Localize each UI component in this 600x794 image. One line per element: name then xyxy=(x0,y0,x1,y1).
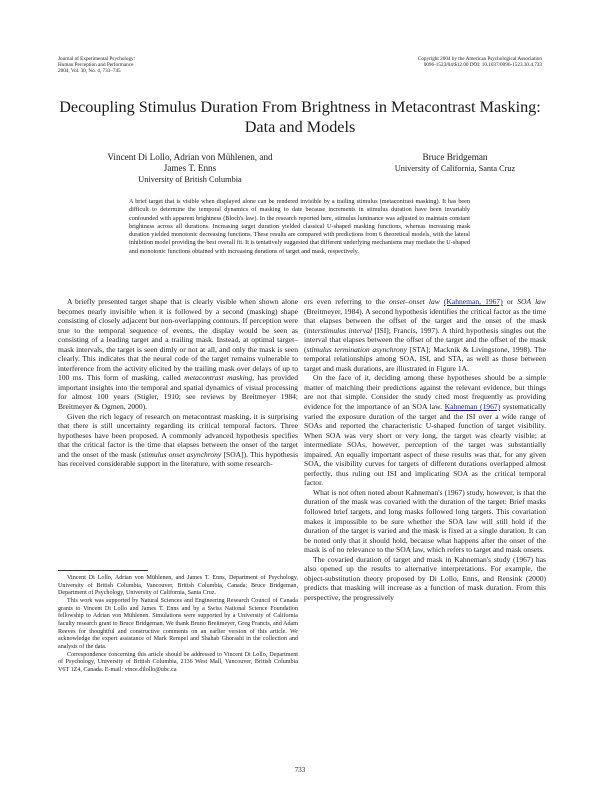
paragraph xyxy=(58,297,298,412)
author-affiliation: University of California, Santa Cruz xyxy=(394,164,516,173)
paragraph xyxy=(304,373,546,488)
journal-header xyxy=(58,56,238,75)
text-run: (Breitmeyer, 1984). A second hypothesis identifies the critical factor as the time that elapses between the offset of the target and the onset of the mask ( xyxy=(304,306,546,335)
citation-link[interactable]: Kahneman (1967) xyxy=(444,402,501,412)
doi-line: 0096-1523/04/$12.00 DOI: 10.1037/0096-1523.30.4.733 xyxy=(423,62,542,69)
author-affiliation: University of British Columbia xyxy=(138,175,242,184)
footnote-affiliations: Vincent Di Lollo, Adrian von Mühlenen, and James T. Enns, Department of Psychology, University of British Columbia, Vancouver, British Columbia, Canada; Bruce Bridgeman, Department of Psychology, University of California, Santa Cruz. xyxy=(58,575,298,597)
footnotes xyxy=(58,575,298,675)
author-name: Bruce Bridgeman xyxy=(422,152,488,162)
paragraph xyxy=(304,297,546,373)
journal-volume: 2004, Vol. 30, No. 4, 733–745 xyxy=(58,68,121,75)
copyright-line: Copyright 2004 by the American Psychological Association xyxy=(417,56,542,62)
emphasis: metacontrast masking xyxy=(184,373,253,383)
emphasis: stimulus onset asynchrony xyxy=(141,449,222,459)
text-run: On the face of it, deciding among these hypotheses should be a simple matter of matching their predictions against the relevant evidence, but things are not that simple. Consider the study cited most frequently as providing evidence for the importance of an SOA law. xyxy=(304,373,546,412)
text-run: A briefly presented target shape that is clearly visible when shown alone becomes nearly invisible when it is followed by a second (masking) shape consisting of closely adjacent but non-overlapping contours. If perception were true to the temporal sequence of events, the display would be seen as consisting of a leading target and a trailing mask. Instead, at optimal target–mask intervals, the target is seen dimly or not at all, and only the mask is seen clearly. This indicates that the neural code of the target remains vulnerable to interference from the activity elicited by the trailing mask over delays of up to 100 ms. This form of masking, called xyxy=(58,297,298,383)
emphasis: stimulus termination asynchrony xyxy=(306,344,407,354)
text-run: Given the rich legacy of research on metacontrast masking, it is surprising that there is still uncertainty regarding its critical temporal factors. Three hypotheses have been proposed. A commonly advanced hypothesis specifies that the critical factor is the time that elapses between the onset of the target and the onset of the mask ( xyxy=(58,411,298,459)
paper-title xyxy=(40,97,560,137)
journal-name: Journal of Experimental Psychology: xyxy=(58,56,136,62)
author-names-line-2: James T. Enns xyxy=(163,163,217,173)
citation-link[interactable]: (Kahneman, 1967) xyxy=(443,297,503,306)
abstract: A brief target that is visible when displayed alone can be rendered invisible by a trailing stimulus (metacontrast masking). It has been difficult to determine the temporal dynamics of masking to date because increments in stimulus duration have been invariably confounded with apparent brightness (Bloch's law). In the research reported here, stimulus luminance was adjusted to maintain constant brightness across all durations. Increasing target duration yielded classical U-shaped masking functions, whereas increasing mask duration yielded monotonic decreasing functions. These results are compared with predictions from 6 theoretical models, with the lateral inhibition model providing the best overall fit. It is tentatively suggested that different underlying mechanisms may mediate the U-shaped and monotonic functions obtained with increasing durations of target and mask, respectively. xyxy=(129,198,470,255)
text-run: systematically varied the exposure duration of the target and the ISI over a wide range of SOAs and reported the characteristic U-shaped function of target visibility. When SOA was very short or very long, the target was clearly visible; at intermediate SOAs, however, perception of the target was substantially impaired. An equally important aspect of these results was that, for any given SOA, the visibility curves for targets of different durations overlapped almost perfectly, thus ruling out ISI and implicating SOA as the critical temporal factor. xyxy=(304,402,546,488)
copyright-header xyxy=(302,56,542,68)
emphasis: onset–onset law xyxy=(389,297,440,306)
journal-subtitle: Human Perception and Performance xyxy=(58,62,134,69)
text-run: or xyxy=(502,297,518,306)
emphasis: interstimulus interval xyxy=(306,325,372,335)
footnote-correspondence: Correspondence concerning this article should be addressed to Vincent Di Lollo, Department of Psychology, University of British Columbia, 2136 West Mall, Vancouver, British Columbia V6T 1Z4, Canada. E-mail: vince.dilollo@ubc.ca xyxy=(58,651,298,673)
author-block-left xyxy=(70,152,310,185)
text-run: [STA]; Macknik & Livingstone, 1998). The temporal relationships among SOA, ISI, and STA, as well as those between target and mask durations, are illustrated in Figure 1A. xyxy=(304,344,546,373)
footnote-acknowledgments: This work was supported by Natural Sciences and Engineering Research Council of Canada grants to Vincent Di Lollo and James T. Enns and by a Swiss National Science Foundation fellowship to Adrian von Mühlenen. Simulations were supported by a University of California faculty research grant to Bruce Bridgeman. We thank Bruno Breitmeyer, Greg Francis, and Adam Reeves for thoughtful and constructive comments on an earlier version of this article. We acknowledge the expert assistance of Mark Rempel and Shahab Ghorashi in the collection and analysis of the data. xyxy=(58,597,298,650)
text-run: ers even referring to the xyxy=(304,297,390,306)
author-block-right xyxy=(340,152,570,174)
author-names-line-1: Vincent Di Lollo, Adrian von Mühlenen, and xyxy=(107,152,273,162)
body-column-left xyxy=(58,297,298,469)
paragraph: What is not often noted about Kahneman's (1967) study, however, is that the duration of the mask was covaried with the duration of the target: Brief masks followed brief targets, and long masks followed long targets. This covariation makes it impossible to be sure whether the SOA law will still hold if the duration of the target is varied and the mask is fixed at a single duration. It can be noted only that it should hold, because what happens after the onset of the mask is of no relevance to the SOA law, which refers to target and mask onsets. xyxy=(304,487,546,555)
text-run: [SOA]). This hypothesis has received considerable support in the literature, with some research- xyxy=(58,449,299,469)
paragraph: The covaried duration of target and mask in Kahneman's study (1967) has also opened up the results to alternative interpretations. For example, the object-substitution theory proposed by Di Lollo, Enns, and Rensink (2000) predicts that masking will increase as a function of mask duration. From this perspective, the progressively xyxy=(304,554,546,602)
body-column-right xyxy=(304,297,546,603)
title-line-1: Decoupling Stimulus Duration From Brightness in Metacontrast Masking: xyxy=(59,98,541,116)
text-run: [ISI]; Francis, 1997). A third hypothesis singles out the interval that elapses between the offset of the target and the offset of the mask ( xyxy=(304,325,546,354)
emphasis: SOA law xyxy=(517,297,546,306)
footnote-rule xyxy=(58,570,148,571)
text-run: , has provided important insights into the temporal and spatial dynamics of visual processing for almost 100 years (Stigler, 1910; see reviews by Breitmeyer 1984; Breitmeyer & Ogmen, 2000). xyxy=(58,373,298,412)
title-line-2: Data and Models xyxy=(244,118,356,136)
paragraph xyxy=(58,412,298,469)
page-number: 733 xyxy=(294,766,306,774)
